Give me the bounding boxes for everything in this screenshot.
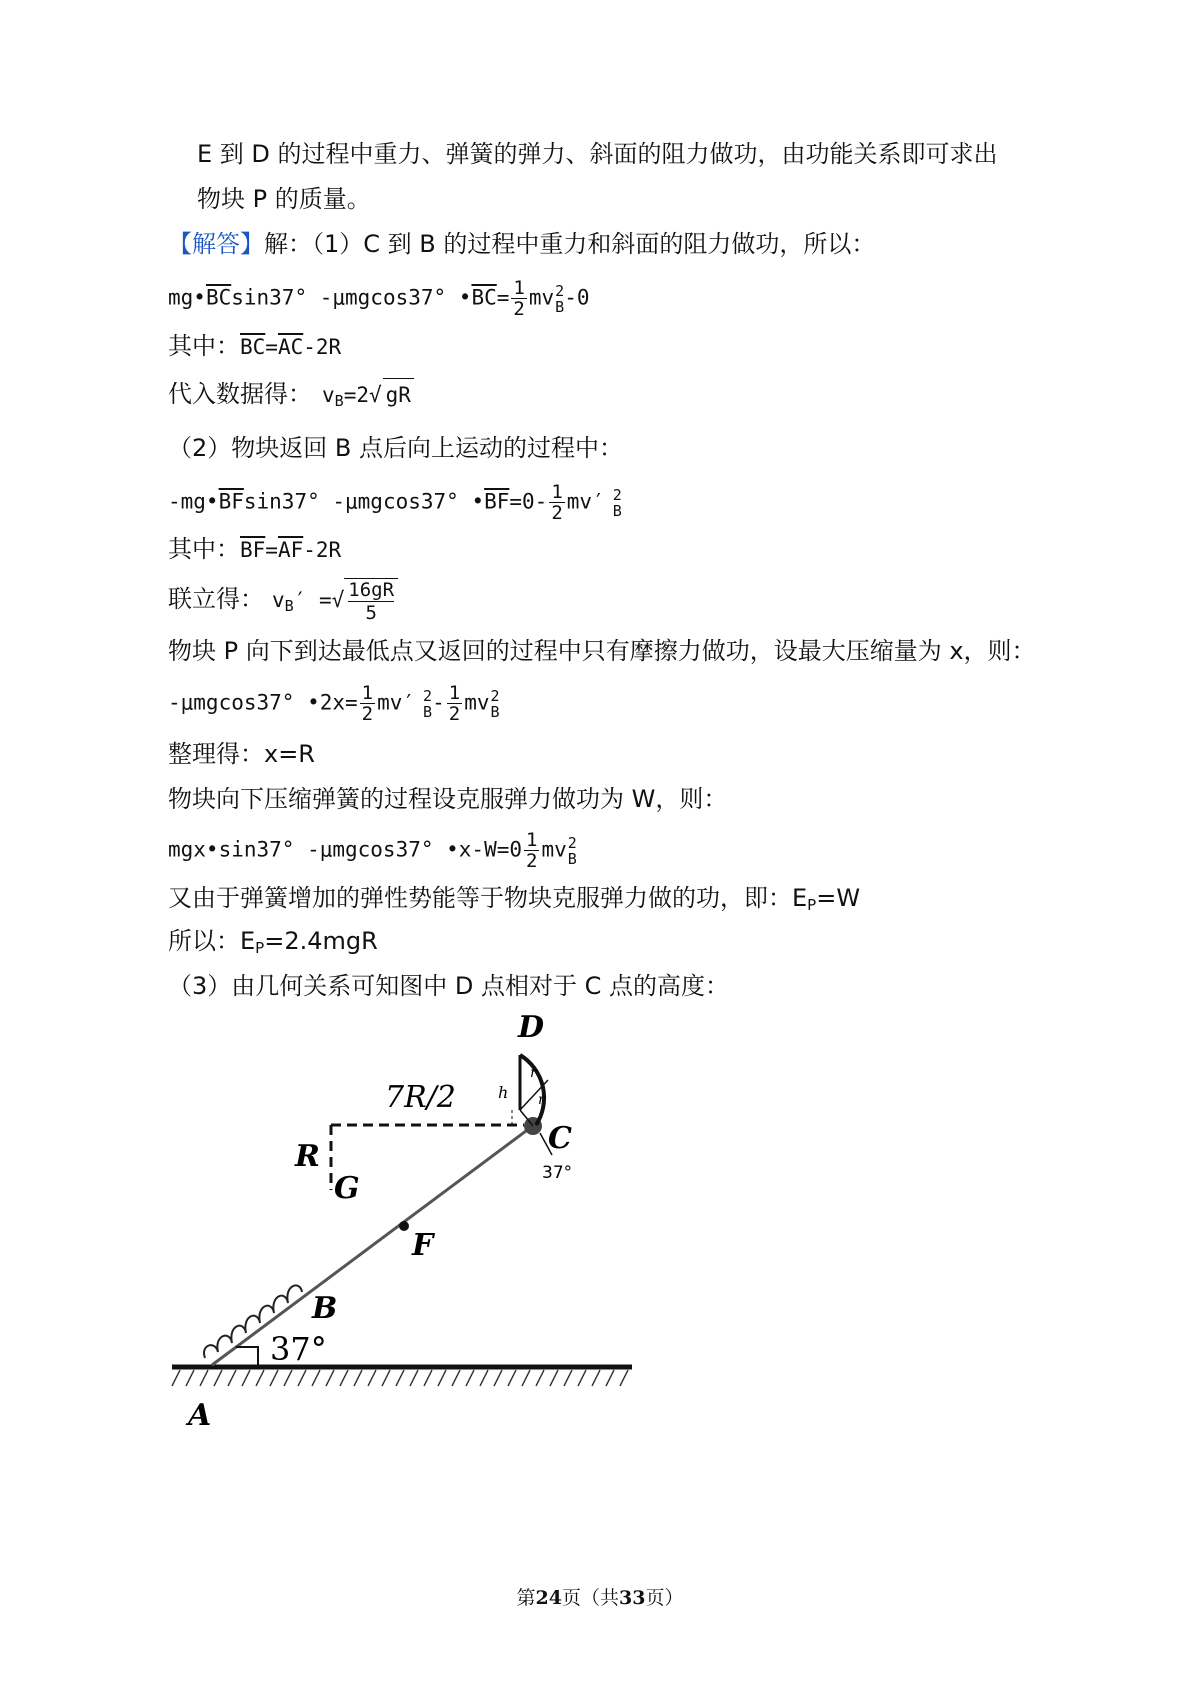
friction-line: 物块 P 向下到达最低点又返回的过程中只有摩擦力做功，设最大压缩量为 x，则： (168, 637, 1036, 665)
label-R: R (295, 1139, 320, 1174)
step1-text: 解：（1）C 到 B 的过程中重力和斜面的阻力做功，所以： (264, 230, 876, 258)
equation-3: -μmgcos37° •2x= $\frac{1}{2}$ mv′ 2 B - $\frac{1}{2}$ mv 2 B (168, 682, 500, 725)
step2-line: （2）物块返回 B 点后向上运动的过程中： (168, 434, 623, 462)
label-angle-big: 37° (270, 1330, 327, 1368)
label-r-1: r (530, 1065, 537, 1081)
page-total: 33 (619, 1587, 646, 1609)
label-angle-small: 37° (542, 1163, 573, 1183)
spring-line: 物块向下压缩弹簧的过程设克服弹力做功为 W，则： (168, 785, 728, 813)
label-C: C (548, 1121, 572, 1156)
page-number: 24 (535, 1587, 562, 1609)
fraction: $\frac{1}{2}$ (513, 277, 525, 320)
intro-line-1: E 到 D 的过程中重力、弹簧的弹力、斜面的阻力做功，由功能关系即可求出 (197, 140, 998, 168)
answer-tag: 【解答】 (168, 230, 264, 258)
label-B: B (312, 1291, 338, 1326)
so-line: 所以：$E_P=2.4mgR$ (168, 927, 378, 957)
substitute-1: 代入数据得： $v_B=2√$ gR (168, 378, 414, 417)
intro-line-2: 物块 P 的质量。 (197, 185, 371, 213)
energy-line: 又由于弹簧增加的弹性势能等于物块克服弹力做的功，即：$E_P=W$ (168, 884, 861, 914)
page-footer: 第24页（共33页） (516, 1587, 684, 1609)
angle-marker (236, 1347, 258, 1365)
label-G: G (334, 1171, 360, 1206)
equation-4: mgx•sin37° -μmgcos37° •x-W=0 $\frac{1}{2}$ mv 2 B (168, 829, 577, 872)
ground-hatching (172, 1370, 628, 1386)
label-D: D (518, 1010, 545, 1045)
label-h: h (498, 1083, 509, 1102)
label-A: A (188, 1398, 212, 1433)
where-1: 其中：$\overline{BC}=\overline{AC}-2R$ (168, 332, 342, 360)
equation-1: $mg•\overline{BC}\sin 37^\circ$ -μmgcos37° $•\overline{BC}=$ $\frac{1}{2}$ mv 2 B -0 (168, 277, 590, 320)
where-2: 其中：$\overline{BF}=\overline{AF}-2R$ (168, 535, 342, 563)
point-F (399, 1221, 409, 1231)
step3-line: （3）由几何关系可知图中 D 点相对于 C 点的高度： (168, 972, 730, 1000)
joint-result: 联立得： $v_B'$ =√ $\frac{16gR}{5}$ (168, 578, 398, 624)
incline-line (212, 1125, 534, 1365)
equation-2: $-mg•\overline{BF}\sin 37^\circ$ -μmgcos37° $•\overline{BF}=0-$ $\frac{1}{2}$ mv′ 2 B (168, 481, 622, 524)
arrange-line: 整理得：x=R (168, 740, 315, 768)
label-r-2: r (538, 1092, 545, 1108)
label-seven-r-half: 7R/2 (385, 1080, 456, 1115)
label-F: F (412, 1228, 434, 1263)
